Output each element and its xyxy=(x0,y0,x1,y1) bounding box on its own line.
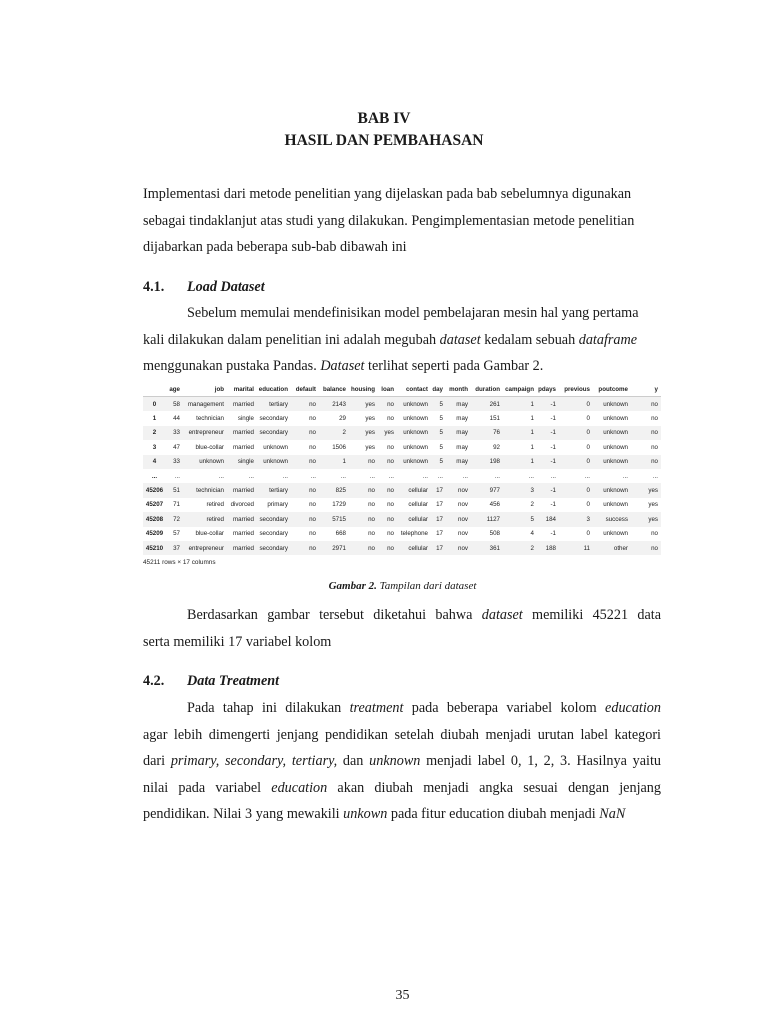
column-header: previous xyxy=(559,382,593,397)
section-4-1-paragraph xyxy=(143,300,661,380)
table-cell: unknown xyxy=(603,487,628,495)
table-cell: no xyxy=(368,544,375,552)
table-row xyxy=(143,397,661,412)
table-cell: 2 xyxy=(342,429,346,437)
section-heading-4-1 xyxy=(143,279,265,296)
table-cell: ... xyxy=(248,472,254,480)
table-cell: 1729 xyxy=(332,501,346,509)
column-header: duration xyxy=(471,382,503,397)
table-cell: entrepreneur xyxy=(188,429,224,437)
intro-line-3: dijabarkan pada beberapa sub-bab dibawah ini xyxy=(143,239,407,256)
table-cell: ... xyxy=(437,472,443,480)
table-cell: 33 xyxy=(173,429,180,437)
table-cell: may xyxy=(456,415,468,423)
paragraph-line: serta memiliki 17 variabel kolom xyxy=(143,633,332,650)
row-index: 0 xyxy=(152,400,157,408)
table-header-row xyxy=(143,382,661,397)
page-number: 35 xyxy=(395,988,410,1003)
column-header: loan xyxy=(378,382,397,397)
table-cell: ... xyxy=(462,472,468,480)
table-cell: yes xyxy=(648,487,658,495)
table-cell: married xyxy=(233,400,254,408)
row-index: ... xyxy=(151,472,158,480)
table-cell: 11 xyxy=(583,544,590,552)
table-cell: no xyxy=(368,487,375,495)
table-cell: no xyxy=(368,501,375,509)
table-cell: no xyxy=(651,400,658,408)
table-row xyxy=(143,527,661,541)
table-cell: may xyxy=(456,443,468,451)
table-cell: 92 xyxy=(493,443,500,451)
after-figure-paragraph xyxy=(143,602,661,655)
table-cell: no xyxy=(309,515,316,523)
table-cell: 151 xyxy=(489,415,500,423)
table-cell: married xyxy=(233,544,254,552)
column-header: marital xyxy=(227,382,257,397)
table-cell: 17 xyxy=(436,544,443,552)
dataframe-figure xyxy=(143,382,661,566)
table-cell: 37 xyxy=(173,544,180,552)
table-cell: no xyxy=(387,415,394,423)
column-header: poutcome xyxy=(593,382,631,397)
chapter-number: BAB IV xyxy=(357,110,411,127)
table-cell: yes xyxy=(648,501,658,509)
table-row xyxy=(143,512,661,526)
table-cell: cellular xyxy=(408,487,428,495)
table-cell: unknown xyxy=(603,443,628,451)
table-cell: 47 xyxy=(173,443,180,451)
table-cell: 5 xyxy=(439,400,443,408)
table-row xyxy=(143,426,661,440)
table-cell: 2 xyxy=(530,501,534,509)
table-cell: unknown xyxy=(403,429,428,437)
table-cell: 0 xyxy=(586,443,590,451)
table-cell: single xyxy=(237,458,254,466)
table-cell: 4 xyxy=(530,530,534,538)
table-cell: no xyxy=(309,400,316,408)
table-cell: -1 xyxy=(550,487,556,495)
paragraph-line: Pada tahap ini dilakukan treatment pada beberapa variabel kolom education xyxy=(187,700,661,716)
table-cell: ... xyxy=(369,472,375,480)
table-cell: ... xyxy=(494,472,500,480)
table-cell: 51 xyxy=(173,487,180,495)
caption-label: Gambar 2. xyxy=(328,580,377,592)
table-cell: ... xyxy=(550,472,556,480)
table-cell: cellular xyxy=(408,515,428,523)
table-cell: 3 xyxy=(586,515,590,523)
table-cell: no xyxy=(309,415,316,423)
table-cell: technician xyxy=(196,487,224,495)
chapter-title: HASIL DAN PEMBAHASAN xyxy=(284,132,484,149)
table-cell: unknown xyxy=(403,458,428,466)
table-cell: 71 xyxy=(173,501,180,509)
table-row xyxy=(143,469,661,483)
table-cell: no xyxy=(387,530,394,538)
section-number: 4.1. xyxy=(143,279,165,295)
column-header: contact xyxy=(397,382,431,397)
table-cell: 33 xyxy=(173,458,180,466)
table-cell: unknown xyxy=(603,501,628,509)
table-cell: no xyxy=(387,400,394,408)
intro-line-1: Implementasi dari metode penelitian yang dijelaskan pada bab sebelumnya digunakan xyxy=(143,186,632,202)
table-cell: telephone xyxy=(400,530,428,538)
table-cell: -1 xyxy=(550,429,556,437)
table-cell: may xyxy=(456,400,468,408)
table-cell: tertiary xyxy=(269,487,288,495)
table-cell: may xyxy=(456,429,468,437)
table-cell: ... xyxy=(584,472,590,480)
row-index: 45209 xyxy=(145,530,164,538)
table-cell: nov xyxy=(458,515,468,523)
table-cell: other xyxy=(613,544,628,552)
table-cell: married xyxy=(233,487,254,495)
table-cell: no xyxy=(309,443,316,451)
table-cell: 44 xyxy=(173,415,180,423)
table-cell: 2971 xyxy=(332,544,346,552)
table-cell: 1127 xyxy=(486,515,500,523)
table-cell: 1 xyxy=(530,400,534,408)
section-number: 4.2. xyxy=(143,673,165,689)
dataframe-table xyxy=(143,382,661,555)
table-cell: 2 xyxy=(530,544,534,552)
table-cell: 0 xyxy=(586,400,590,408)
table-cell: cellular xyxy=(408,501,428,509)
table-cell: no xyxy=(387,501,394,509)
paragraph-line: pendidikan. Nilai 3 yang mewakili unkown pada fitur education diubah menjadi NaN xyxy=(143,806,626,823)
column-header: month xyxy=(446,382,471,397)
table-cell: 198 xyxy=(489,458,500,466)
table-row xyxy=(143,411,661,425)
row-index: 45207 xyxy=(145,501,164,509)
paragraph-line: nilai pada variabel education akan diubah menjadi angka sesuai dengan jenjang xyxy=(143,779,661,796)
row-index: 2 xyxy=(152,429,157,437)
section-title: Data Treatment xyxy=(187,673,280,689)
row-index: 45206 xyxy=(145,487,164,495)
table-cell: 1 xyxy=(530,429,534,437)
table-cell: 977 xyxy=(489,487,500,495)
row-index: 1 xyxy=(152,415,157,423)
table-cell: no xyxy=(309,487,316,495)
column-header: default xyxy=(291,382,319,397)
table-cell: married xyxy=(233,429,254,437)
table-cell: nov xyxy=(458,501,468,509)
table-cell: no xyxy=(309,501,316,509)
table-cell: 17 xyxy=(436,515,443,523)
table-cell: no xyxy=(387,515,394,523)
table-cell: 184 xyxy=(545,515,556,523)
table-cell: 508 xyxy=(489,530,500,538)
table-cell: 1 xyxy=(530,415,534,423)
table-cell: ... xyxy=(340,472,346,480)
table-cell: unknown xyxy=(603,530,628,538)
table-cell: -1 xyxy=(550,415,556,423)
table-cell: 0 xyxy=(586,415,590,423)
table-cell: ... xyxy=(218,472,224,480)
table-cell: 361 xyxy=(489,544,500,552)
table-row xyxy=(143,483,661,497)
table-cell: secondary xyxy=(259,415,288,423)
table-cell: 0 xyxy=(586,487,590,495)
table-cell: -1 xyxy=(550,458,556,466)
intro-paragraph xyxy=(143,181,661,261)
table-cell: no xyxy=(309,530,316,538)
table-cell: blue-collar xyxy=(195,443,224,451)
table-cell: no xyxy=(368,530,375,538)
table-cell: unknown xyxy=(403,400,428,408)
table-cell: retired xyxy=(206,501,224,509)
table-cell: yes xyxy=(365,400,375,408)
table-cell: 668 xyxy=(335,530,346,538)
table-cell: 1 xyxy=(530,458,534,466)
table-row xyxy=(143,541,661,555)
table-cell: 76 xyxy=(493,429,500,437)
paragraph-line: agar lebih dimengerti jenjang pendidikan setelah diubah menjadi urutan label kategori xyxy=(143,726,661,743)
table-cell: technician xyxy=(196,415,224,423)
table-cell: ... xyxy=(388,472,394,480)
table-cell: 17 xyxy=(436,530,443,538)
column-header: pdays xyxy=(537,382,559,397)
table-cell: 5 xyxy=(439,429,443,437)
table-cell: yes xyxy=(365,415,375,423)
table-cell: 0 xyxy=(586,530,590,538)
table-cell: 5 xyxy=(439,415,443,423)
paragraph-line: dari primary, secondary, tertiary, dan unknown menjadi label 0, 1, 2, 3. Hasilnya yaitu xyxy=(143,753,661,770)
table-cell: 3 xyxy=(530,487,534,495)
table-cell: 17 xyxy=(436,501,443,509)
table-cell: retired xyxy=(206,515,224,523)
table-cell: no xyxy=(651,530,658,538)
table-cell: ... xyxy=(282,472,288,480)
table-cell: -1 xyxy=(550,400,556,408)
table-cell: entrepreneur xyxy=(188,544,224,552)
table-cell: unknown xyxy=(603,429,628,437)
caption-text: Tampilan dari dataset xyxy=(376,580,477,592)
section-title: Load Dataset xyxy=(187,279,265,295)
table-cell: ... xyxy=(622,472,628,480)
table-cell: nov xyxy=(458,487,468,495)
intro-line-2: sebagai tindaklanjut atas studi yang dilakukan. Pengimplementasian metode penelitian xyxy=(143,212,635,229)
table-cell: no xyxy=(368,515,375,523)
row-index: 4 xyxy=(152,458,157,466)
table-cell: success xyxy=(605,515,628,523)
table-cell: blue-collar xyxy=(195,530,224,538)
table-cell: 261 xyxy=(489,400,500,408)
table-cell: married xyxy=(233,443,254,451)
table-cell: 0 xyxy=(586,501,590,509)
table-cell: single xyxy=(237,415,254,423)
column-header: campaign xyxy=(503,382,537,397)
paragraph-line: Berdasarkan gambar tersebut diketahui bahwa dataset memiliki 45221 data xyxy=(187,607,661,623)
table-cell: unknown xyxy=(263,458,288,466)
table-cell: no xyxy=(651,415,658,423)
table-cell: -1 xyxy=(550,443,556,451)
table-cell: 58 xyxy=(173,400,180,408)
table-cell: yes xyxy=(384,429,394,437)
table-cell: unknown xyxy=(199,458,224,466)
table-cell: may xyxy=(456,458,468,466)
table-cell: no xyxy=(309,429,316,437)
table-cell: no xyxy=(368,458,375,466)
table-cell: ... xyxy=(652,472,658,480)
figure-caption xyxy=(0,580,768,592)
table-cell: yes xyxy=(648,515,658,523)
table-cell: primary xyxy=(267,501,288,509)
table-cell: no xyxy=(387,443,394,451)
table-cell: no xyxy=(309,544,316,552)
table-cell: no xyxy=(387,544,394,552)
table-cell: ... xyxy=(174,472,180,480)
table-cell: tertiary xyxy=(269,400,288,408)
table-cell: unknown xyxy=(603,415,628,423)
column-header: y xyxy=(631,382,661,397)
table-cell: -1 xyxy=(550,530,556,538)
table-cell: no xyxy=(309,458,316,466)
table-cell: unknown xyxy=(603,458,628,466)
table-cell: no xyxy=(651,458,658,466)
table-cell: 57 xyxy=(173,530,180,538)
paragraph-line: menggunakan pustaka Pandas. Dataset terlihat seperti pada Gambar 2. xyxy=(143,358,544,375)
column-header: age xyxy=(169,382,183,397)
column-header: education xyxy=(257,382,291,397)
table-cell: unknown xyxy=(403,415,428,423)
column-header: day xyxy=(431,382,446,397)
column-header: job xyxy=(183,382,227,397)
table-cell: ... xyxy=(528,472,534,480)
table-cell: 5 xyxy=(530,515,534,523)
table-cell: married xyxy=(233,515,254,523)
table-cell: nov xyxy=(458,530,468,538)
table-cell: 825 xyxy=(335,487,346,495)
table-row xyxy=(143,455,661,469)
table-cell: no xyxy=(387,458,394,466)
column-header: housing xyxy=(349,382,378,397)
table-cell: nov xyxy=(458,544,468,552)
table-cell: 72 xyxy=(173,515,180,523)
table-cell: no xyxy=(651,443,658,451)
table-cell: secondary xyxy=(259,429,288,437)
table-cell: secondary xyxy=(259,530,288,538)
table-cell: management xyxy=(187,400,224,408)
table-row xyxy=(143,440,661,454)
paragraph-line: Sebelum memulai mendefinisikan model pembelajaran mesin hal yang pertama xyxy=(187,305,639,321)
table-cell: married xyxy=(233,530,254,538)
table-cell: unknown xyxy=(403,443,428,451)
table-row xyxy=(143,498,661,512)
table-cell: -1 xyxy=(550,501,556,509)
table-cell: yes xyxy=(365,429,375,437)
table-cell: 29 xyxy=(339,415,346,423)
table-cell: ... xyxy=(422,472,428,480)
table-cell: secondary xyxy=(259,544,288,552)
table-cell: 1 xyxy=(530,443,534,451)
table-cell: 456 xyxy=(489,501,500,509)
table-cell: cellular xyxy=(408,544,428,552)
table-cell: unknown xyxy=(603,400,628,408)
column-header: balance xyxy=(319,382,349,397)
row-index: 3 xyxy=(152,443,157,451)
section-heading-4-2 xyxy=(143,673,279,690)
table-cell: 1506 xyxy=(332,443,346,451)
table-cell: 188 xyxy=(545,544,556,552)
table-cell: 5 xyxy=(439,458,443,466)
table-cell: no xyxy=(651,544,658,552)
paragraph-line: kali dilakukan dalam penelitian ini adalah megubah dataset kedalam sebuah dataframe xyxy=(143,331,638,348)
row-index: 45210 xyxy=(145,544,164,552)
table-cell: no xyxy=(387,487,394,495)
table-cell: 0 xyxy=(586,458,590,466)
table-cell: unknown xyxy=(263,443,288,451)
table-cell: yes xyxy=(365,443,375,451)
index-header xyxy=(143,382,169,397)
table-cell: ... xyxy=(310,472,316,480)
row-index: 45208 xyxy=(145,515,164,523)
table-cell: 5 xyxy=(439,443,443,451)
table-cell: divorced xyxy=(230,501,254,509)
dataframe-shape: 45211 rows × 17 columns xyxy=(143,559,216,567)
table-cell: 0 xyxy=(586,429,590,437)
section-4-2-paragraph xyxy=(143,695,661,828)
table-cell: secondary xyxy=(259,515,288,523)
table-cell: 5715 xyxy=(332,515,346,523)
table-cell: 1 xyxy=(342,458,346,466)
table-cell: no xyxy=(651,429,658,437)
table-cell: 17 xyxy=(436,487,443,495)
table-cell: 2143 xyxy=(332,400,346,408)
